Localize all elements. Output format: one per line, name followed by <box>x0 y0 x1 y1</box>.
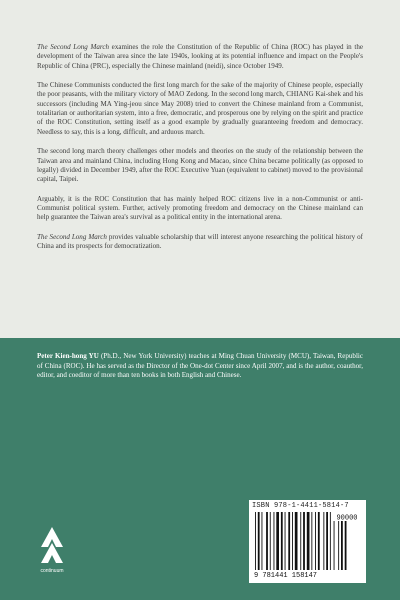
author-bio-text: (Ph.D., New York University) teaches at Ming Chuan University (MCU), Taiwan, Republic of China (ROC). He has served as the Director of the One-dot Center since April 2007, and is the author, coauthor, editor, and coeditor of more than ten books in both English and Chinese. <box>37 352 363 380</box>
continuum-logo-icon <box>37 525 67 575</box>
author-name: Peter Kien-hong YU <box>37 352 99 360</box>
description-paragraph-2: The Chinese Communists conducted the first long march for the sake of the majority of Chinese people, especially the poor peasants, with the military victory of MAO Zedong. In the second long march, CHIANG Kai-shek and his successors (including MA Ying-jeou since May 2008) tried to convert the Chinese mainland from a Communist, totalitarian or authoritarian system, into a free, democratic, and prosperous one by relying on the spirit and practice of the ROC Constitution, setting itself as a good example by gradually guaranteeing freedom and democracy. Needless to say, this is a long, difficult, and arduous march. <box>37 81 363 136</box>
ean-number: 9 781441 158147 <box>254 572 318 580</box>
description-paragraph-3: The second long march theory challenges other models and theories on the study of the relationship between the Taiwan area and mainland China, including Hong Kong and Macao, since China became politically (as opposed to legally) divided in December 1949, after the ROC Executive Yuan (equivalent to cabinet) moved to the provisional capital, Taipei. <box>37 147 363 184</box>
book-description <box>37 43 363 262</box>
author-bio <box>37 352 363 381</box>
barcode <box>249 500 366 583</box>
isbn-label: ISBN 978-1-4411-5814-7 <box>252 502 349 510</box>
price-code: 90000 <box>336 514 358 523</box>
barcode-bars-icon <box>255 512 361 570</box>
description-paragraph-1: The Second Long March examines the role the Constitution of the Republic of China (ROC) has played in the development of the Taiwan area since the late 1940s, looking at its potential influence and impact on the People's Republic of China (PRC), especially the Chinese mainland (neidi), since October 1949. <box>37 43 363 70</box>
description-paragraph-4: Arguably, it is the ROC Constitution that has mainly helped ROC citizens live in a non-Communist or anti-Communist political system. Further, actively promoting freedom and democracy on the Chinese mainland can help guarantee the Taiwan area's survival as a political entity in the international arena. <box>37 194 363 222</box>
publisher-name: continuum <box>40 568 64 574</box>
description-paragraph-5: The Second Long March provides valuable scholarship that will interest anyone researching the political history of China and its prospects for democratization. <box>37 232 363 251</box>
